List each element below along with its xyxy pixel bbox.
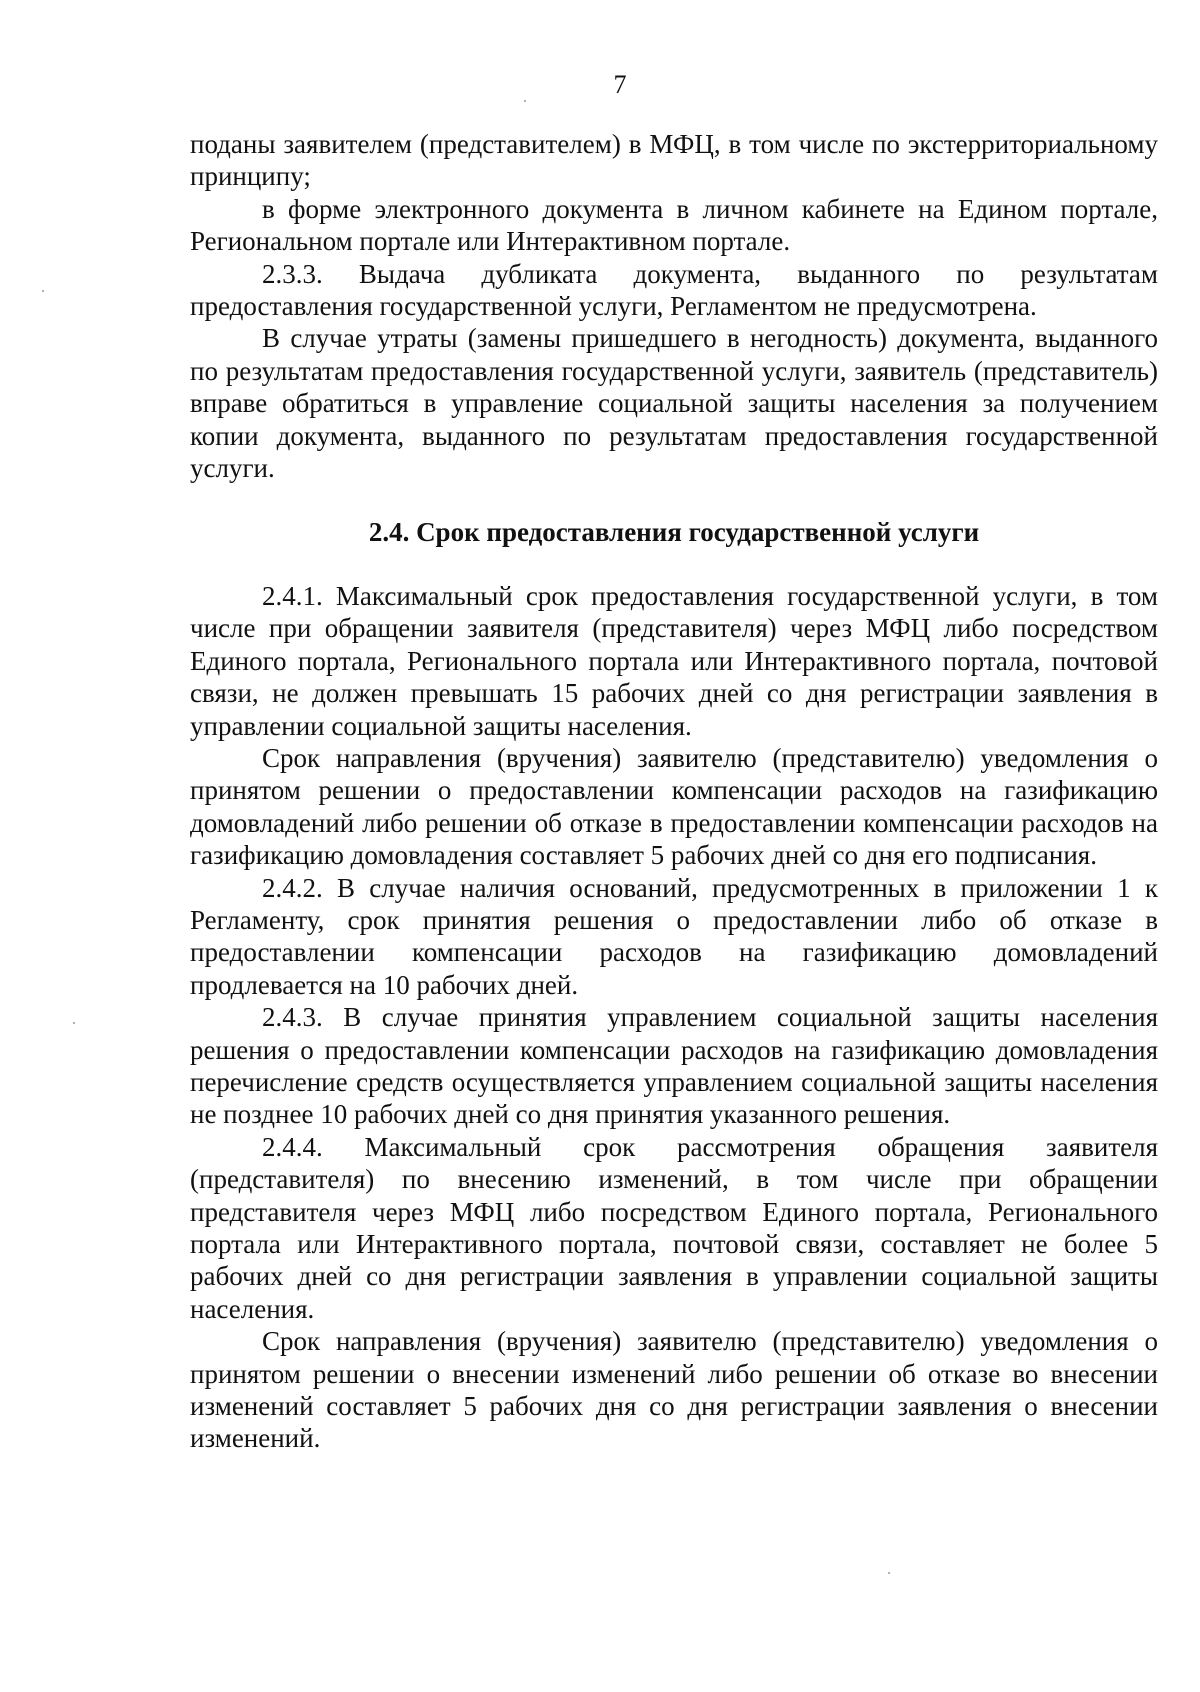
- section-heading: 2.4. Срок предоставления государственной услуги: [368, 517, 980, 548]
- paragraph: 2.4.3. В случае принятия управлением социальной защиты населения решения о предоставлении компенсации расходов на газификацию домовладения перечисление средств осуществляется управлением социальной защиты населения не позднее 10 рабочих дней со дня принятия указанного решения.: [190, 1002, 1158, 1130]
- paragraph: Срок направления (вручения) заявителю (представителю) уведомления о принятом решении о внесении изменений либо решении об отказе во внесении изменений составляет 5 рабочих дня со дня регистрации заявления о внесении изменений.: [190, 1326, 1158, 1454]
- scan-speck: [524, 100, 526, 102]
- paragraph: Срок направления (вручения) заявителю (представителю) уведомления о принятом решении о предоставлении компенсации расходов на газификацию домовладений либо решении об отказе в предоставлении компенсации расходов на газификацию домовладения составляет 5 рабочих дней со дня его подписания.: [190, 742, 1158, 871]
- paragraph: в форме электронного документа в личном кабинете на Едином портале, Региональном портале или Интерактивном портале.: [190, 193, 1158, 257]
- paragraph: 2.4.1. Максимальный срок предоставления государственной услуги, в том числе при обращении заявителя (представителя) через МФЦ либо посредством Единого портала, Регионального портала или Интерактивного портала, почтовой связи, не должен превышать 15 рабочих дней со дня регистрации заявления в управлении социальной защиты населения.: [190, 580, 1158, 741]
- paragraph: 2.4.4. Максимальный срок рассмотрения обращения заявителя (представителя) по внесению изменений, в том числе при обращении представителя через МФЦ либо посредством Единого портала, Регионального портала или Интерактивного портала, почтовой связи, составляет не более 5 рабочих дней со дня регистрации заявления в управлении социальной защиты населения.: [190, 1131, 1158, 1324]
- paragraph: 2.4.2. В случае наличия оснований, предусмотренных в приложении 1 к Регламенту, срок принятия решения о предоставлении либо об отказе в предоставлении компенсации расходов на газификацию домовладений продлевается на 10 рабочих дней.: [190, 872, 1158, 1000]
- page-number: 7: [613, 70, 627, 99]
- document-body: [190, 128, 1158, 1455]
- scan-speck: [73, 1022, 75, 1024]
- paragraph: 2.3.3. Выдача дубликата документа, выданного по результатам предоставления государственной услуги, Регламентом не предусмотрена.: [190, 258, 1158, 322]
- scan-speck: [42, 290, 44, 292]
- paragraph: поданы заявителем (представителем) в МФЦ, в том числе по экстерриториальному принципу;: [190, 129, 1158, 192]
- paragraph: В случае утраты (замены пришедшего в негодность) документа, выданного по результатам предоставления государственной услуги, заявитель (представитель) вправе обратиться в управление социальной защиты населения за получением копии документа, выданного по результатам предоставления государственной услуги.: [190, 323, 1158, 484]
- scan-speck: [888, 1572, 890, 1574]
